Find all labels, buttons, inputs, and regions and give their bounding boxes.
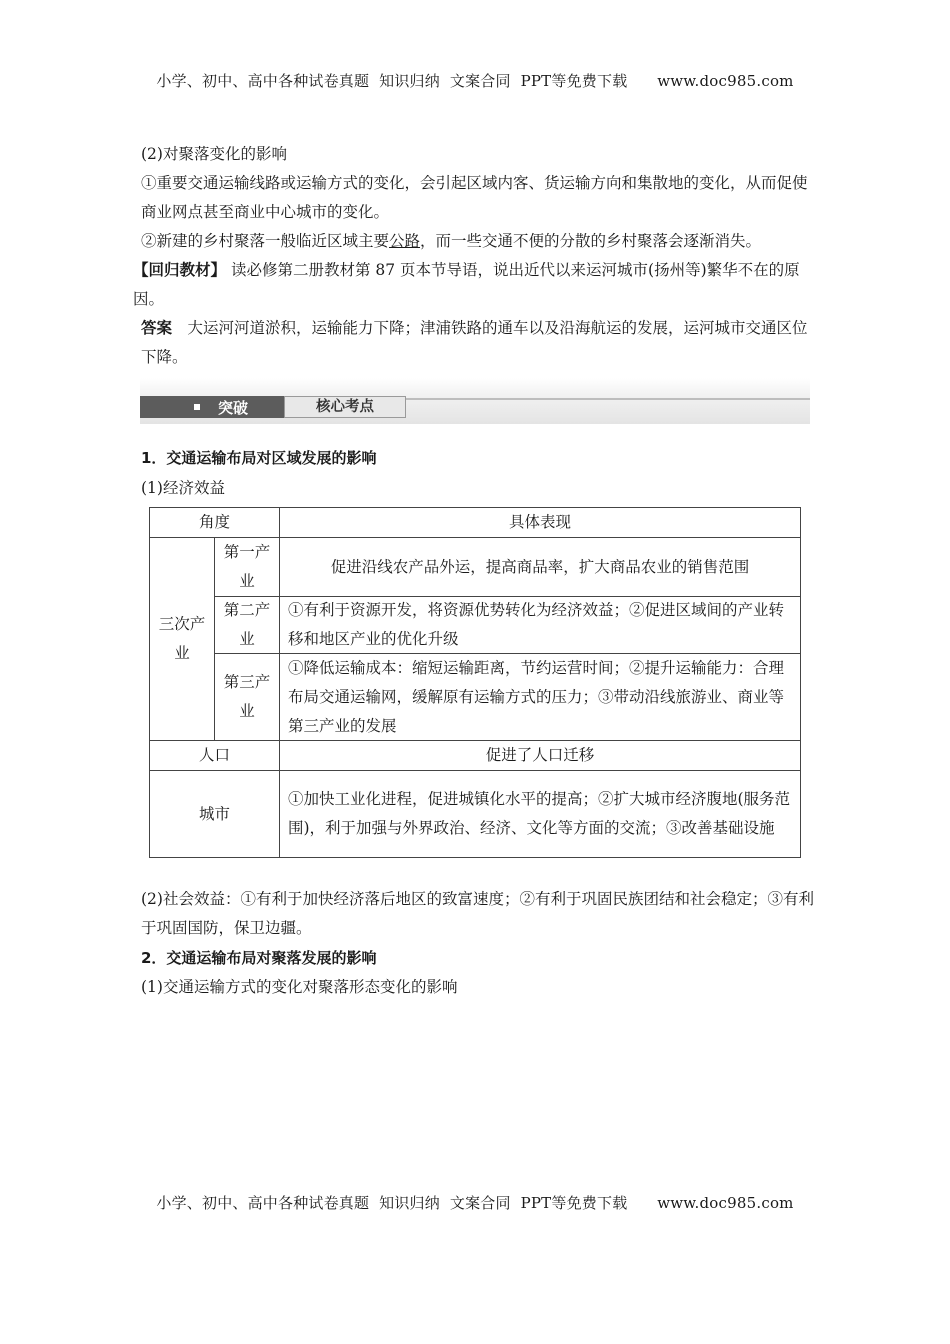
subheading-settlement-change: (2)对聚落变化的影响 <box>141 145 287 163</box>
paragraph-point-1: ①重要交通运输线路或运输方式的变化，会引起区域内客、货运输方向和集散地的变化，从而促使商业网点甚至商业中心城市的变化。 <box>141 174 808 221</box>
section-banner <box>140 378 810 424</box>
row-secondary-label: 第二产业 <box>223 601 271 648</box>
section-1-title: 1．交通运输布局对区域发展的影响 <box>141 449 377 467</box>
banner-label-breakthrough: 突破 <box>140 396 284 418</box>
answer-paragraph: 答案 大运河河道淤积，运输能力下降；津浦铁路的通车以及沿海航运的发展，运河城市交通区位下降。 <box>141 319 808 366</box>
section-1-sub: (1)经济效益 <box>141 479 225 497</box>
banner-label-core-points: 核心考点 <box>284 396 406 418</box>
row-tertiary-text: ①降低运输成本：缩短运输距离，节约运营时间；②提升运输能力：合理布局交通运输网，缓解原有运输方式的压力；③带动沿线旅游业、商业等第三产业的发展 <box>288 658 785 735</box>
header-angle: 角度 <box>198 513 230 531</box>
header-detail: 具体表现 <box>508 513 571 531</box>
review-textbook-paragraph: 【回归教材】 读必修第二册教材第 87 页本节导语，说出近代以来运河城市(扬州等)繁华不在的原因。 <box>133 261 800 308</box>
section-2-title: 2．交通运输布局对聚落发展的影响 <box>141 949 377 967</box>
answer-tag: 答案 <box>141 319 173 337</box>
row-city-text: ①加快工业化进程，促进城镇化水平的提高；②扩大城市经济腹地(服务范围)，利于加强与外界政治、经济、文化等方面的交流；③改善基础设施 <box>288 790 791 837</box>
section-2-sub: (1)交通运输方式的变化对聚落形态变化的影响 <box>141 978 458 996</box>
group-three-industries: 三次产业 <box>158 615 206 662</box>
page-header: 小学、初中、高中各种试卷真题 知识归纳 文案合同 PPT等免费下载 www.doc985.com <box>156 72 794 90</box>
social-benefits-paragraph: (2)社会效益：①有利于加快经济落后地区的致富速度；②有利于巩固民族团结和社会稳定；③有利于巩固国防，保卫边疆。 <box>141 890 814 937</box>
row-secondary-text: ①有利于资源开发，将资源优势转化为经济效益；②促进区域间的产业转移和地区产业的优化升级 <box>288 601 785 648</box>
row-population-text: 促进了人口迁移 <box>485 746 595 764</box>
paragraph-point-2: ②新建的乡村聚落一般临近区域主要公路，而一些交通不便的分散的乡村聚落会逐渐消失。 <box>141 232 762 250</box>
economic-benefits-table <box>149 507 801 858</box>
row-city-label: 城市 <box>198 804 230 823</box>
row-tertiary-label: 第三产业 <box>223 673 271 720</box>
review-tag: 【回归教材】 <box>133 261 227 279</box>
row-primary-text: 促进沿线农产品外运，提高商品率，扩大商品农业的销售范围 <box>330 557 750 576</box>
row-population-label: 人口 <box>198 746 230 764</box>
page-footer: 小学、初中、高中各种试卷真题 知识归纳 文案合同 PPT等免费下载 www.doc985.com <box>156 1194 794 1212</box>
row-primary-label: 第一产业 <box>223 543 271 590</box>
